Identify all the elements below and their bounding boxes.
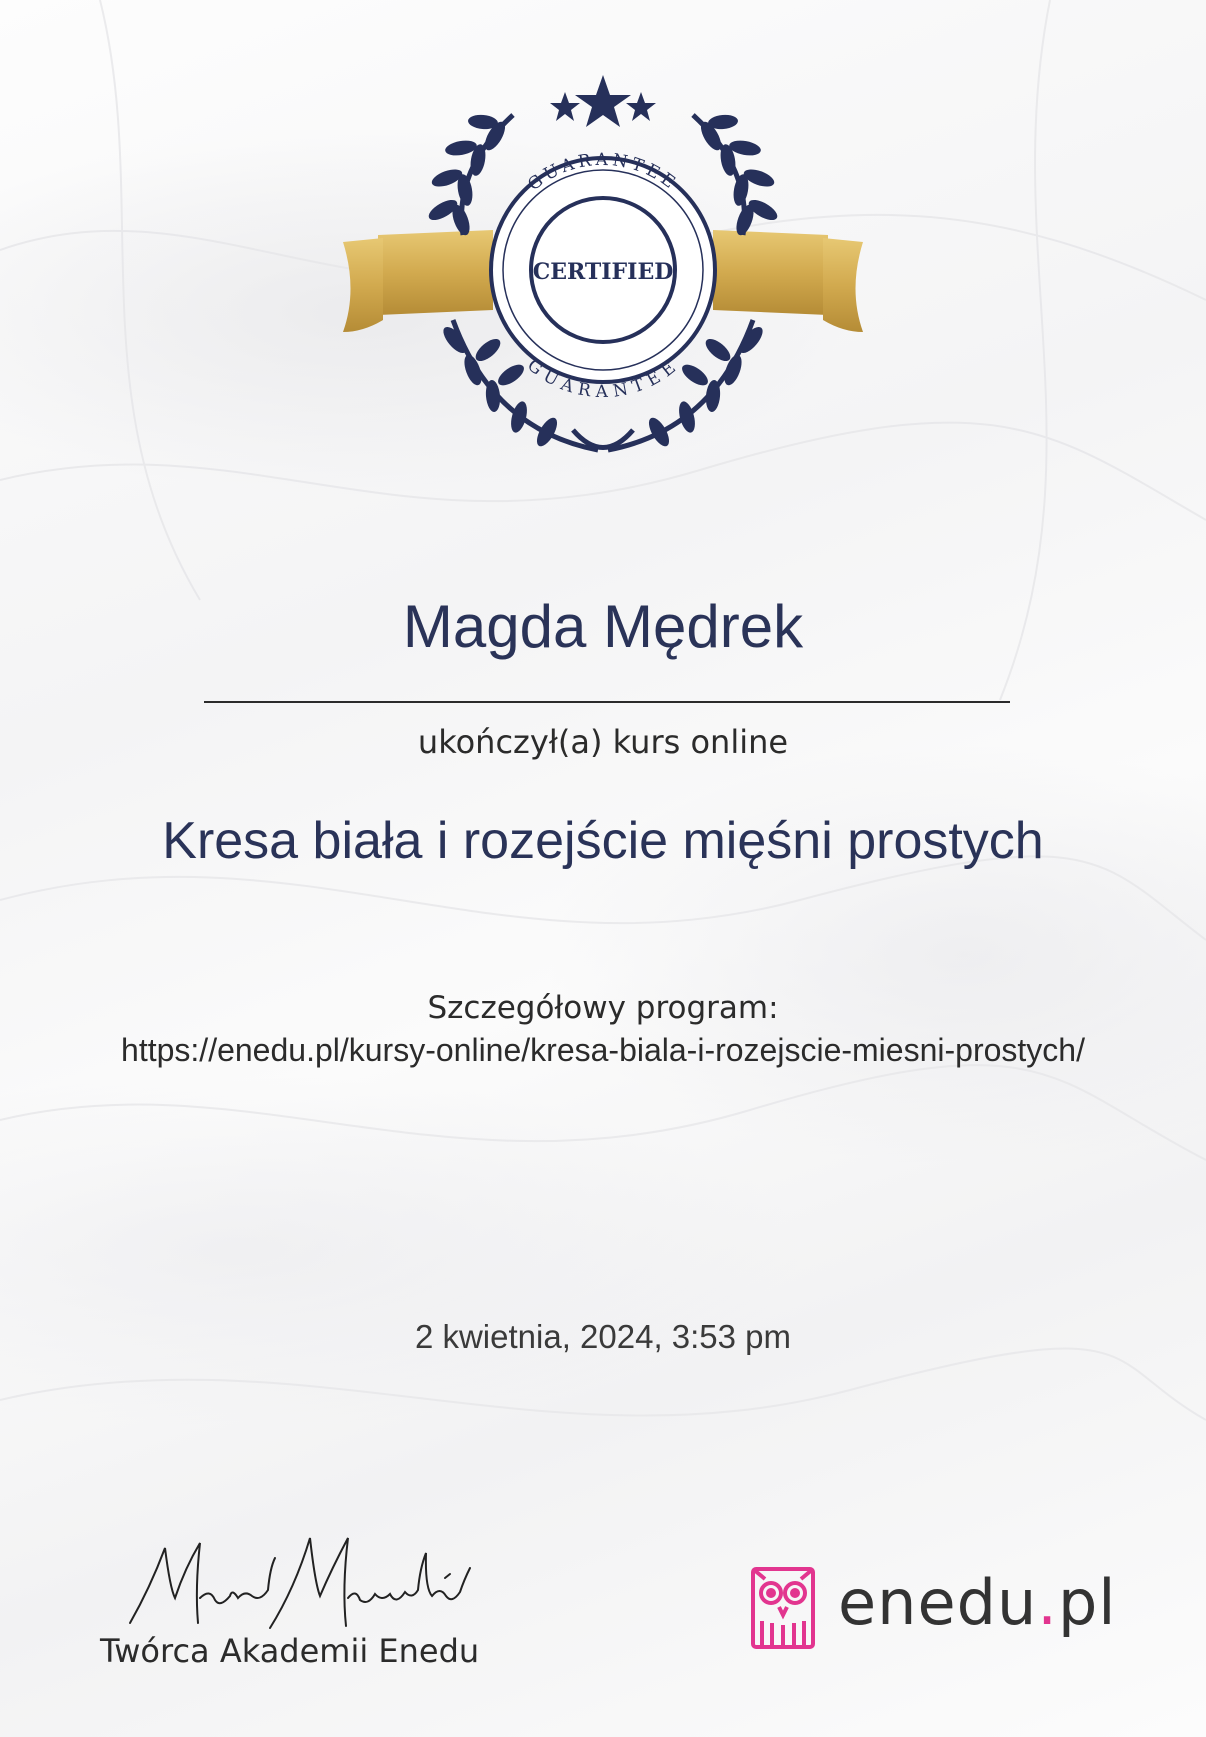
completed-text: ukończył(a) kurs online bbox=[417, 723, 789, 761]
course-title: Kresa biała i rozejście mięśni prostych bbox=[162, 812, 1044, 870]
logo-dot: . bbox=[1037, 1566, 1058, 1639]
stars-icon bbox=[550, 75, 656, 127]
logo-tld: pl bbox=[1057, 1566, 1117, 1639]
name-underline bbox=[204, 701, 1010, 703]
enedu-logo-text bbox=[838, 1566, 1117, 1639]
seal-bottom-text: GUARANTEE bbox=[523, 355, 683, 403]
logo-name: enedu bbox=[838, 1566, 1038, 1639]
signer-title: Twórca Akademii Enedu bbox=[100, 1632, 480, 1670]
program-label: Szczegółowy program: bbox=[427, 990, 779, 1026]
seal-center-text: CERTIFIED bbox=[532, 259, 674, 285]
student-name: Magda Mędrek bbox=[402, 593, 804, 660]
certified-seal bbox=[343, 70, 863, 470]
program-url-link[interactable]: https://enedu.pl/kursy-online/kresa-biala-i-rozejscie-miesni-prostych/ bbox=[121, 1032, 1085, 1068]
completion-date: 2 kwietnia, 2024, 3:53 pm bbox=[414, 1318, 792, 1355]
seal-top-text: GUARANTEE bbox=[524, 149, 682, 196]
signature-image bbox=[120, 1528, 490, 1638]
owl-icon bbox=[750, 1563, 816, 1651]
